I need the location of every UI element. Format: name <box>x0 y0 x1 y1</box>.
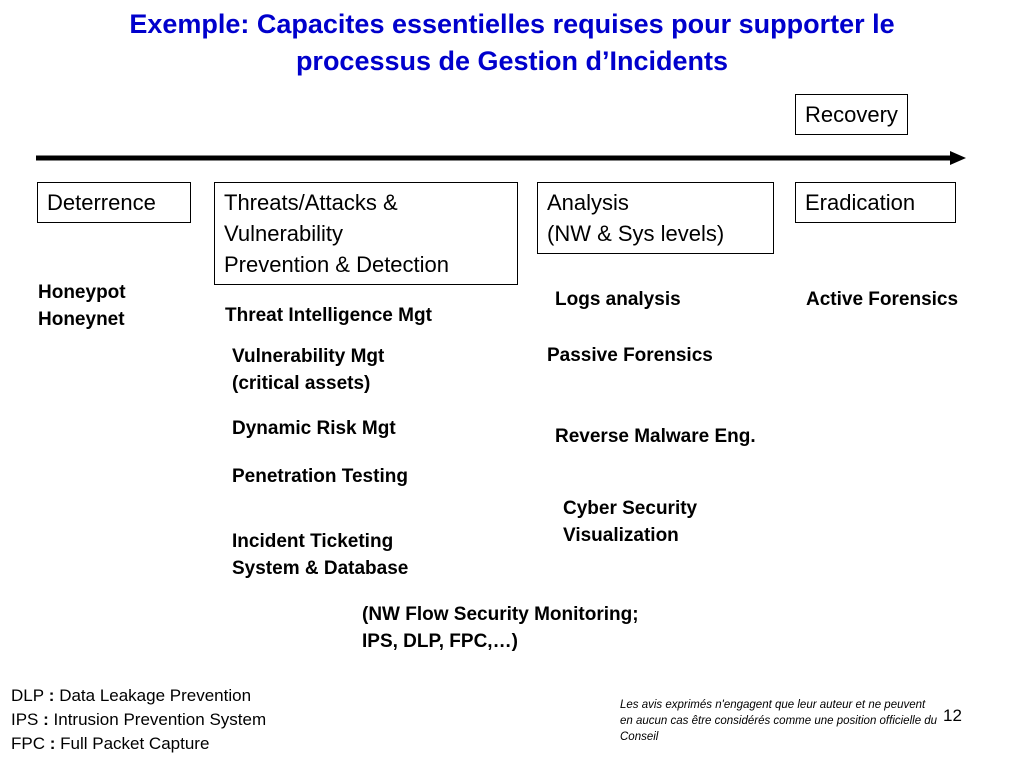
legend-abbr: IPS <box>11 710 39 729</box>
network-monitoring-line-2: IPS, DLP, FPC,…) <box>362 631 518 652</box>
reverse-malware-label: Reverse Malware Eng. <box>555 426 756 447</box>
legend-row-ips <box>11 708 266 732</box>
legend-abbr: DLP <box>11 686 45 705</box>
legend-separator: : <box>44 686 60 705</box>
legend-text: Full Packet Capture <box>60 734 210 753</box>
dynamic-risk-label: Dynamic Risk Mgt <box>232 418 396 439</box>
slide-title-line-2: processus de Gestion d’Incidents <box>295 46 729 76</box>
threats-prevention-box <box>214 182 518 285</box>
timeline-arrow-head <box>950 151 966 165</box>
recovery-label: Recovery <box>805 102 898 127</box>
penetration-testing-label: Penetration Testing <box>232 466 408 487</box>
threats-label-line-1: Threats/Attacks & <box>224 190 398 215</box>
legend-separator: : <box>45 734 61 753</box>
analysis-box <box>537 182 774 254</box>
network-monitoring-label <box>362 601 639 655</box>
incident-ticketing-line-1: Incident Ticketing <box>232 531 394 552</box>
incident-ticketing-label <box>232 528 408 582</box>
threats-label-line-2: Vulnerability <box>224 221 344 246</box>
threats-label-line-3: Prevention & Detection <box>224 252 450 277</box>
recovery-box <box>795 94 908 135</box>
vulnerability-mgt-line-2: (critical assets) <box>232 373 371 394</box>
vulnerability-mgt-line-1: Vulnerability Mgt <box>232 346 385 367</box>
legend-abbr: FPC <box>11 734 45 753</box>
vulnerability-mgt-label <box>232 343 384 397</box>
disclaimer-text: Les avis exprimés n'engagent que leur auteur et ne peuvent en aucun cas être considérés comme une position officielle du Conseil <box>620 699 938 743</box>
cyber-visualization-line-1: Cyber Security <box>563 498 698 519</box>
slide-title-line-1: Exemple: Capacites essentielles requises pour supporter le <box>129 9 895 39</box>
timeline-arrow <box>36 150 966 166</box>
legend-text: Data Leakage Prevention <box>59 686 252 705</box>
legend-row-dlp <box>11 684 266 708</box>
analysis-label-line-1: Analysis <box>547 190 629 215</box>
network-monitoring-line-1: (NW Flow Security Monitoring; <box>362 604 639 625</box>
legend-row-fpc <box>11 732 266 756</box>
passive-forensics-label: Passive Forensics <box>547 345 713 366</box>
active-forensics-label: Active Forensics <box>806 289 959 310</box>
legend-text: Intrusion Prevention System <box>53 710 267 729</box>
slide-title <box>0 6 1024 80</box>
deterrence-items <box>38 279 126 333</box>
honeynet-label: Honeynet <box>38 309 125 330</box>
eradication-label: Eradication <box>805 190 916 215</box>
threat-intelligence-label: Threat Intelligence Mgt <box>225 305 432 326</box>
legend-separator: : <box>38 710 54 729</box>
cyber-visualization-label <box>563 495 697 549</box>
deterrence-box <box>37 182 191 223</box>
acronym-legend <box>11 684 266 756</box>
logs-analysis-label: Logs analysis <box>555 289 681 310</box>
honeypot-label: Honeypot <box>38 282 126 303</box>
eradication-box <box>795 182 956 223</box>
cyber-visualization-line-2: Visualization <box>563 525 679 546</box>
analysis-label-line-2: (NW & Sys levels) <box>547 221 725 246</box>
deterrence-label: Deterrence <box>47 190 156 215</box>
page-number: 12 <box>943 706 962 725</box>
incident-ticketing-line-2: System & Database <box>232 558 409 579</box>
